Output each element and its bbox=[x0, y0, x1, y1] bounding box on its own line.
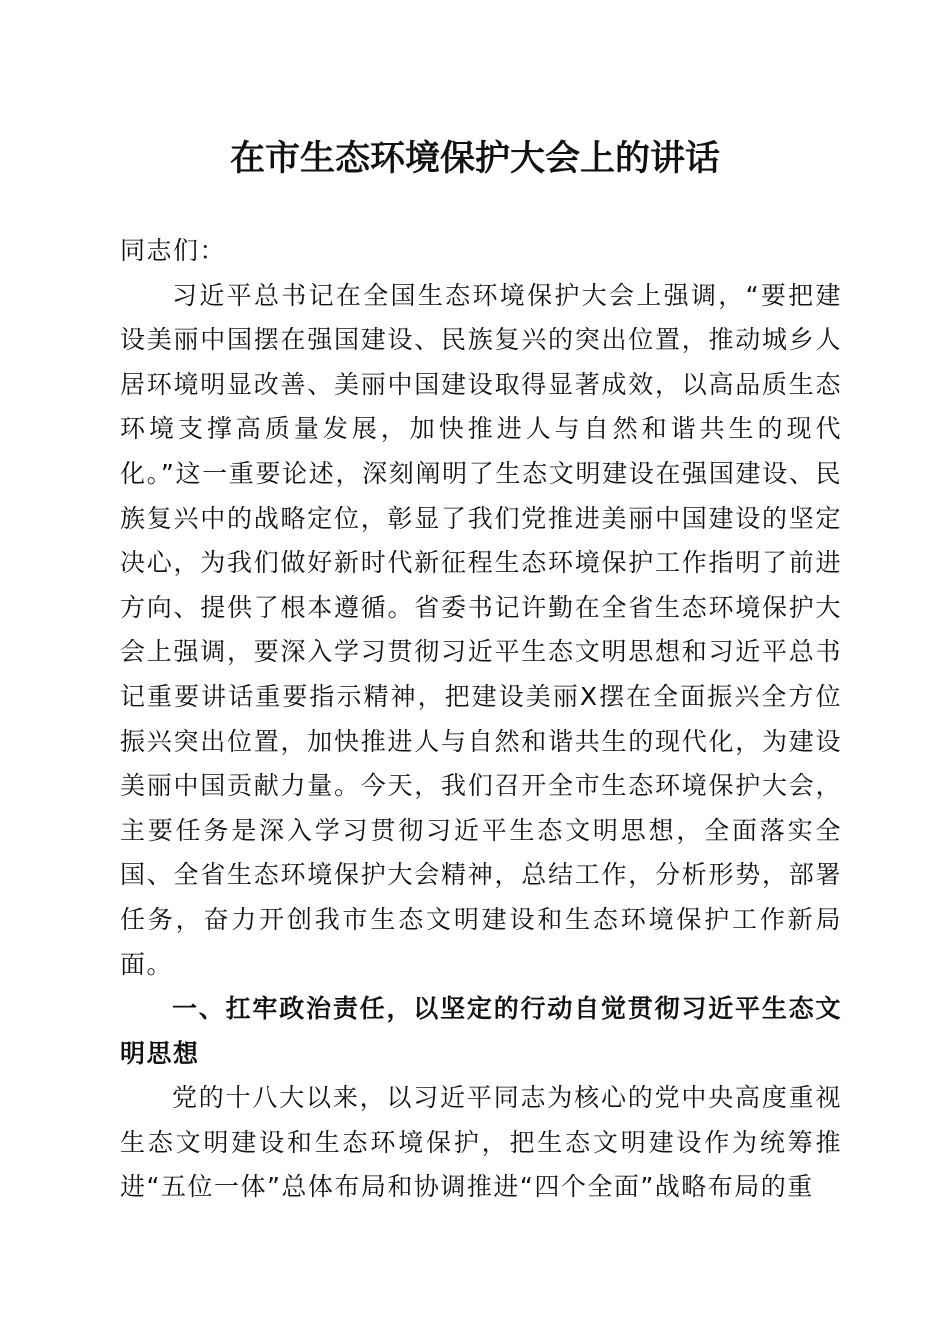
document-title: 在市生态环境保护大会上的讲话 bbox=[229, 138, 720, 179]
document-body bbox=[120, 229, 842, 1210]
salutation: 同志们： bbox=[120, 236, 227, 265]
paragraph: 党的十八大以来，以习近平同志为核心的党中央高度重视生态文明建设和生态环境保护，把生态文明建设作为统筹推进“五位一体”总体布局和协调推进“四个全面”战略布局的重 bbox=[120, 1083, 842, 1202]
section-heading: 一、扛牢政治责任，以坚定的行动自觉贯彻习近平生态文明思想 bbox=[120, 994, 842, 1068]
paragraph: 习近平总书记在全国生态环境保护大会上强调，“要把建设美丽中国摆在强国建设、民族复兴的突出位置，推动城乡人居环境明显改善、美丽中国建设取得显著成效，以高品质生态环境支撑高质量发展，加快推进人与自然和谐共生的现代化。”这一重要论述，深刻阐明了生态文明建设在强国建设、民族复兴中的战略定位，彰显了我们党推进美丽中国建设的坚定决心，为我们做好新时代新征程生态环境保护工作指明了前进方向、提供了根本遵循。省委书记许勤在全省生态环境保护大会上强调，要深入学习贯彻习近平生态文明思想和习近平总书记重要讲话重要指示精神，把建设美丽X摆在全面振兴全方位振兴突出位置，加快推进人与自然和谐共生的现代化，为建设美丽中国贡献力量。今天，我们召开全市生态环境保护大会，主要任务是深入学习贯彻习近平生态文明思想，全面落实全国、全省生态环境保护大会精神，总结工作，分析形势，部署任务，奋力开创我市生态文明建设和生态环境保护工作新局面。 bbox=[120, 280, 842, 979]
